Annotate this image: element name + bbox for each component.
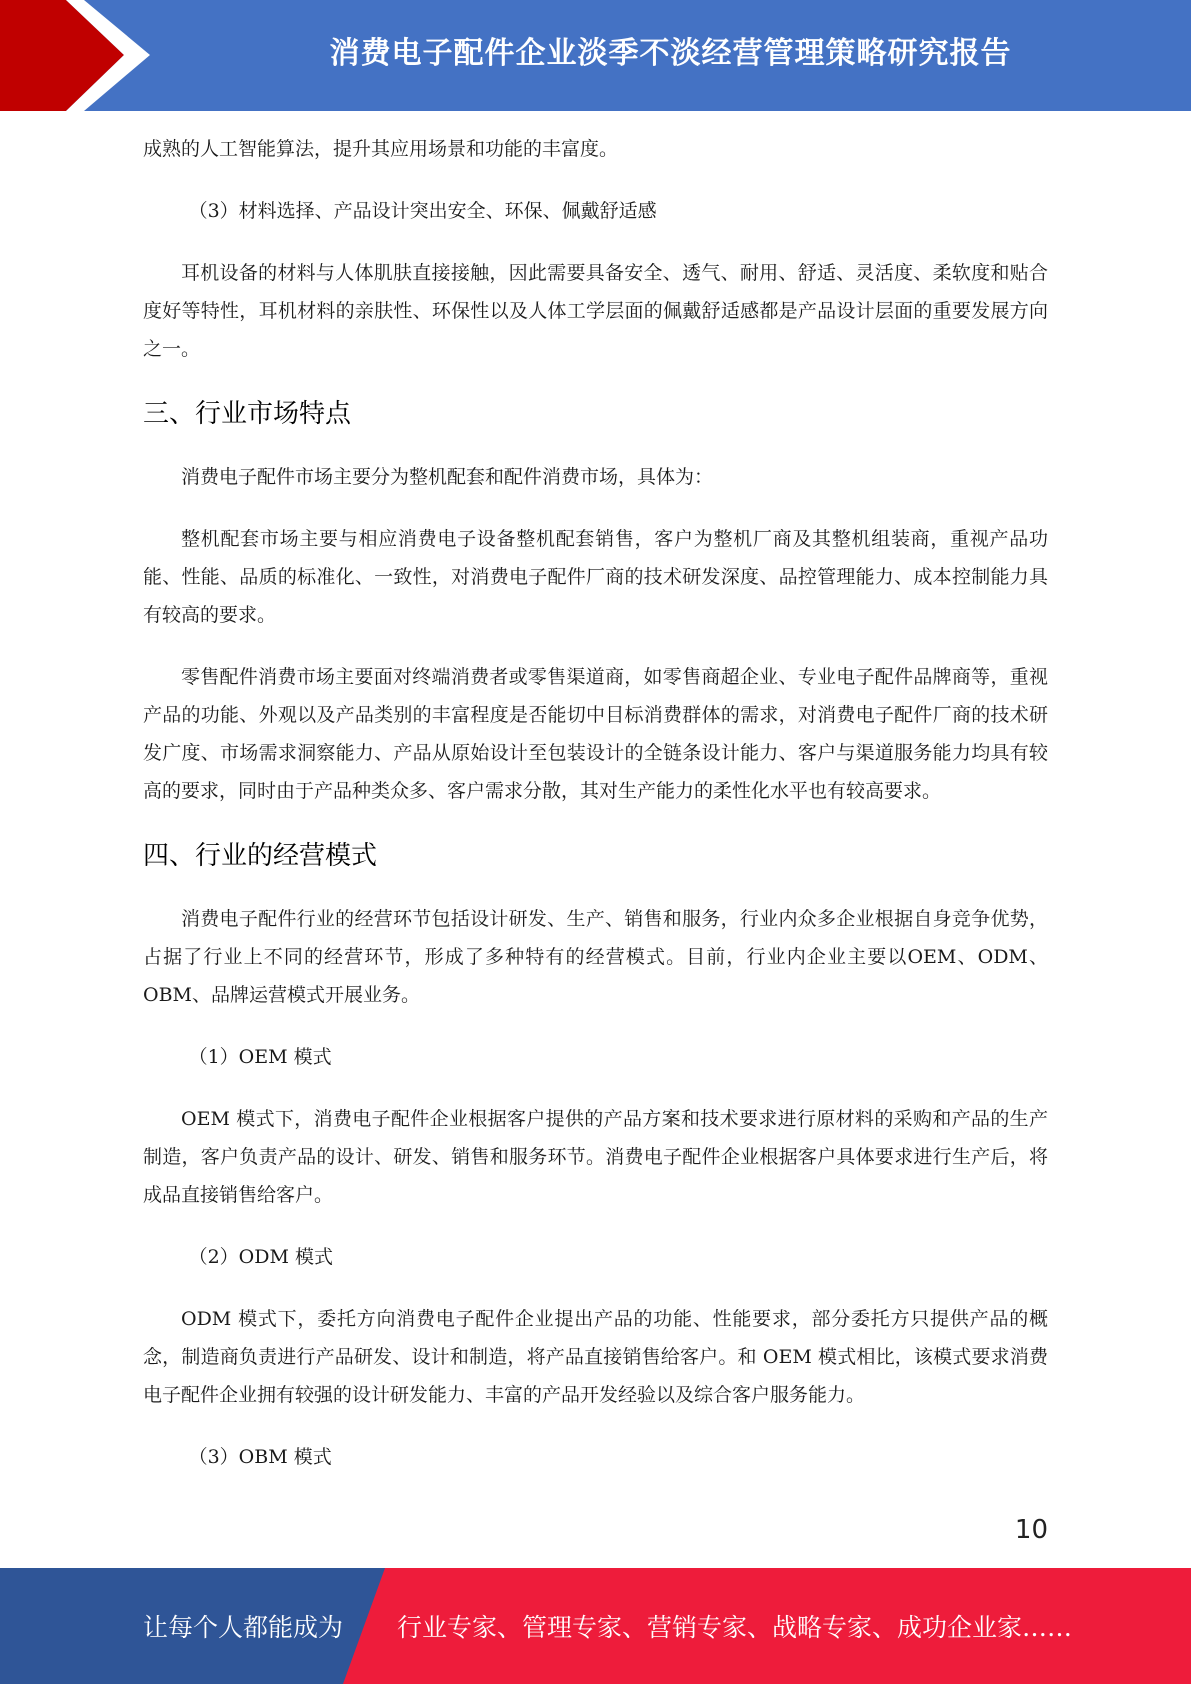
paragraph-odm: ODM 模式下，委托方向消费电子配件企业提出产品的功能、性能要求，部分委托方只提供产品的概念，制造商负责进行产品研发、设计和制造，将产品直接销售给客户。和 OEM 模式相比，该模式要求消费电子配件企业拥有较强的设计研发能力、丰富的产品开发经验以及综合客户服务能力。 xyxy=(143,1308,1048,1406)
subheading-odm: （2）ODM 模式 xyxy=(188,1246,333,1268)
paragraph-oem: OEM 模式下，消费电子配件企业根据客户提供的产品方案和技术要求进行原材料的采购和产品的生产制造，客户负责产品的设计、研发、销售和服务环节。消费电子配件企业根据客户具体要求进行生产后，将成品直接销售给客户。 xyxy=(143,1108,1048,1206)
paragraph-model-intro: 消费电子配件行业的经营环节包括设计研发、生产、销售和服务，行业内众多企业根据自身竞争优势，占据了行业上不同的经营环节，形成了多种特有的经营模式。目前，行业内企业主要以OEM、ODM、OBM、品牌运营模式开展业务。 xyxy=(143,908,1048,1006)
paragraph-market-oem: 整机配套市场主要与相应消费电子设备整机配套销售，客户为整机厂商及其整机组装商，重视产品功能、性能、品质的标准化、一致性，对消费电子配件厂商的技术研发深度、品控管理能力、成本控制能力具有较高的要求。 xyxy=(143,528,1048,626)
paragraph-material: 耳机设备的材料与人体肌肤直接接触，因此需要具备安全、透气、耐用、舒适、灵活度、柔软度和贴合度好等特性，耳机材料的亲肤性、环保性以及人体工学层面的佩戴舒适感都是产品设计层面的重要发展方向之一。 xyxy=(143,262,1048,360)
subheading-oem: （1）OEM 模式 xyxy=(188,1046,332,1068)
subheading-obm: （3）OBM 模式 xyxy=(188,1446,332,1468)
subheading-material: （3）材料选择、产品设计突出安全、环保、佩戴舒适感 xyxy=(188,200,657,222)
report-title: 消费电子配件企业淡季不淡经营管理策略研究报告 xyxy=(329,36,1012,71)
page-footer xyxy=(0,1568,1191,1684)
footer-slogan-left: 让每个人都能成为 xyxy=(143,1613,344,1642)
header-arrow-decoration xyxy=(0,0,160,111)
paragraph-market-intro: 消费电子配件市场主要分为整机配套和配件消费市场，具体为： xyxy=(181,466,714,488)
section-heading-market: 三、行业市场特点 xyxy=(143,399,352,429)
paragraph-intro: 成熟的人工智能算法，提升其应用场景和功能的丰富度。 xyxy=(143,138,619,160)
section-heading-model: 四、行业的经营模式 xyxy=(143,841,378,871)
page-header xyxy=(0,0,1191,111)
footer-slogan-right: 行业专家、管理专家、营销专家、战略专家、成功企业家…… xyxy=(397,1613,1073,1642)
document-body xyxy=(143,130,1048,1500)
paragraph-market-retail: 零售配件消费市场主要面对终端消费者或零售渠道商，如零售商超企业、专业电子配件品牌商等，重视产品的功能、外观以及产品类别的丰富程度是否能切中目标消费群体的需求，对消费电子配件厂商的技术研发广度、市场需求洞察能力、产品从原始设计至包装设计的全链条设计能力、客户与渠道服务能力均具有较高的要求，同时由于产品种类众多、客户需求分散，其对生产能力的柔性化水平也有较高要求。 xyxy=(143,666,1048,802)
page-number: 10 xyxy=(1014,1515,1048,1545)
